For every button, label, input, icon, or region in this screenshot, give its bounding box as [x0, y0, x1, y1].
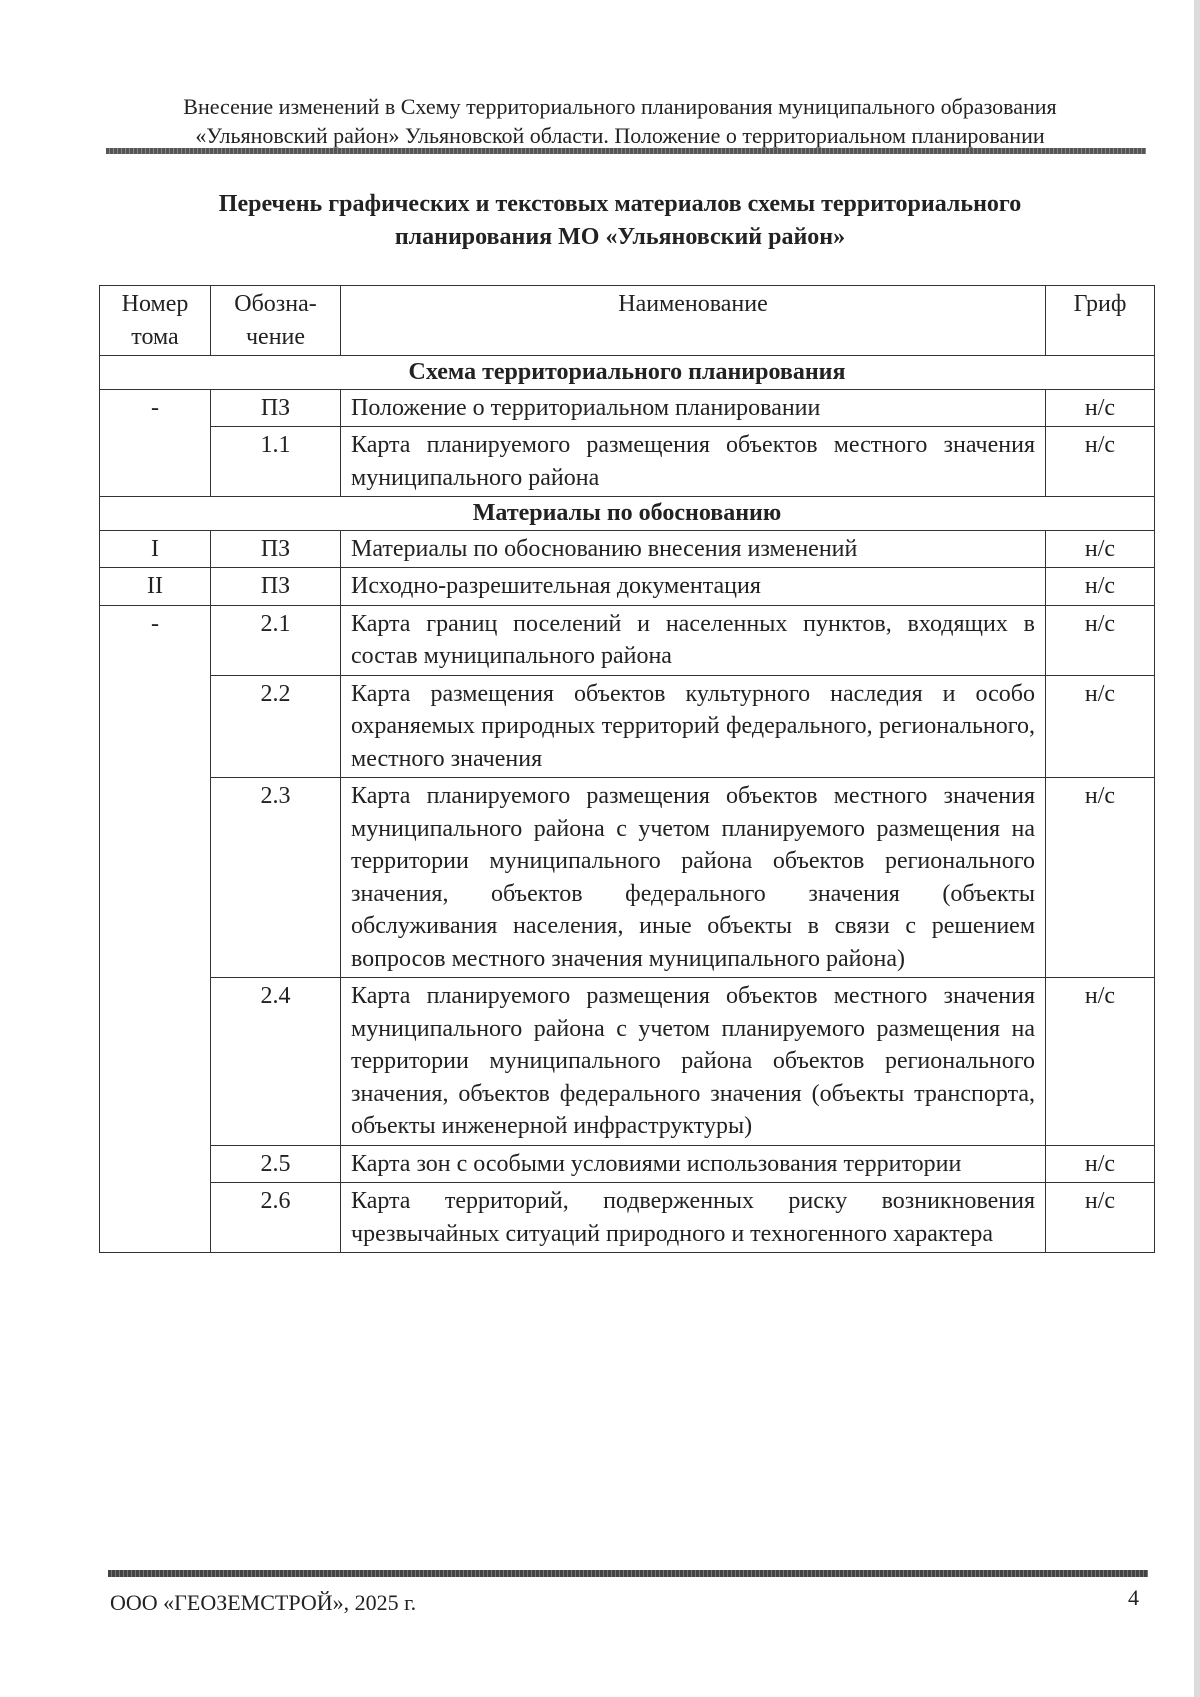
cell-stamp: н/с	[1046, 568, 1155, 606]
cell-name: Исходно-разрешительная документация	[341, 568, 1046, 606]
cell-code: ПЗ	[211, 568, 341, 606]
table-row	[100, 1145, 1155, 1183]
title-line-2: планирования МО «Ульяновский район»	[394, 224, 846, 250]
page-edge	[1194, 0, 1200, 1697]
table-row	[100, 778, 1155, 978]
cell-name: Карта границ поселений и населенных пунктов, входящих в состав муниципального района	[341, 605, 1046, 675]
header-volume: Номер тома	[100, 286, 211, 356]
table-row	[100, 978, 1155, 1146]
running-header	[100, 92, 1140, 150]
section-title: Схема территориального планирования	[100, 356, 1155, 390]
cell-volume: -	[100, 605, 211, 675]
cell-name: Положение о территориальном планировании	[341, 389, 1046, 427]
section-row	[100, 497, 1155, 531]
cell-volume: II	[100, 568, 211, 606]
header-stamp: Гриф	[1046, 286, 1155, 356]
cell-code: 2.1	[211, 605, 341, 675]
cell-code: 2.3	[211, 778, 341, 978]
cell-stamp: н/с	[1046, 427, 1155, 497]
cell-stamp: н/с	[1046, 1183, 1155, 1253]
table-row	[100, 530, 1155, 568]
footer-rule	[108, 1570, 1148, 1577]
table-row	[100, 568, 1155, 606]
cell-stamp: н/с	[1046, 389, 1155, 427]
header-rule	[106, 148, 1146, 154]
document-title	[100, 188, 1140, 254]
cell-stamp: н/с	[1046, 675, 1155, 778]
cell-name: Карта планируемого размещения объектов местного значения муниципального района с учетом планируемого размещения на территории муниципального района объектов регионального значения, объектов федерального значения (объекты транспорта, объекты инженерной инфраструктуры)	[341, 978, 1046, 1146]
cell-volume: -	[100, 389, 211, 427]
table-header-row	[100, 286, 1155, 356]
cell-volume: I	[100, 530, 211, 568]
title-line-1: Перечень графических и текстовых материалов схемы территориального	[218, 191, 1022, 217]
footer-company: ООО «ГЕОЗЕМСТРОЙ», 2025 г.	[110, 1590, 417, 1615]
cell-name: Карта территорий, подверженных риску возникновения чрезвычайных ситуаций природного и техногенного характера	[341, 1183, 1046, 1253]
cell-code: 1.1	[211, 427, 341, 497]
cell-volume	[100, 1145, 211, 1183]
cell-volume	[100, 675, 211, 778]
cell-name: Материалы по обоснованию внесения изменений	[341, 530, 1046, 568]
materials-table	[99, 285, 1155, 1253]
section-title: Материалы по обоснованию	[100, 497, 1155, 531]
cell-name: Карта зон с особыми условиями использования территории	[341, 1145, 1046, 1183]
cell-code: ПЗ	[211, 530, 341, 568]
cell-stamp: н/с	[1046, 978, 1155, 1146]
page-number: 4	[1128, 1585, 1139, 1610]
cell-volume	[100, 427, 211, 497]
header-code: Обозна- чение	[211, 286, 341, 356]
cell-name: Карта планируемого размещения объектов местного значения муниципального района	[341, 427, 1046, 497]
cell-code: ПЗ	[211, 389, 341, 427]
cell-code: 2.2	[211, 675, 341, 778]
cell-stamp: н/с	[1046, 778, 1155, 978]
cell-volume	[100, 1183, 211, 1253]
table-row	[100, 1183, 1155, 1253]
cell-stamp: н/с	[1046, 530, 1155, 568]
cell-stamp: н/с	[1046, 605, 1155, 675]
header-line-1: Внесение изменений в Схему территориального планирования муниципального образования	[183, 94, 1057, 119]
cell-volume	[100, 978, 211, 1146]
header-name: Наименование	[341, 286, 1046, 356]
table-row	[100, 675, 1155, 778]
table-row	[100, 605, 1155, 675]
table-row	[100, 389, 1155, 427]
cell-code: 2.6	[211, 1183, 341, 1253]
cell-code: 2.5	[211, 1145, 341, 1183]
cell-code: 2.4	[211, 978, 341, 1146]
cell-name: Карта размещения объектов культурного наследия и особо охраняемых природных территорий федерального, регионального, местного значения	[341, 675, 1046, 778]
table-row	[100, 427, 1155, 497]
header-line-2: «Ульяновский район» Ульяновской области. Положение о территориальном планировании	[195, 123, 1045, 148]
cell-stamp: н/с	[1046, 1145, 1155, 1183]
section-row	[100, 356, 1155, 390]
cell-name: Карта планируемого размещения объектов местного значения муниципального района с учетом планируемого размещения на территории муниципального района объектов регионального значения, объектов федерального значения (объекты обслуживания населения, иные объекты в связи с решением вопросов местного значения муниципального района)	[341, 778, 1046, 978]
cell-volume	[100, 778, 211, 978]
